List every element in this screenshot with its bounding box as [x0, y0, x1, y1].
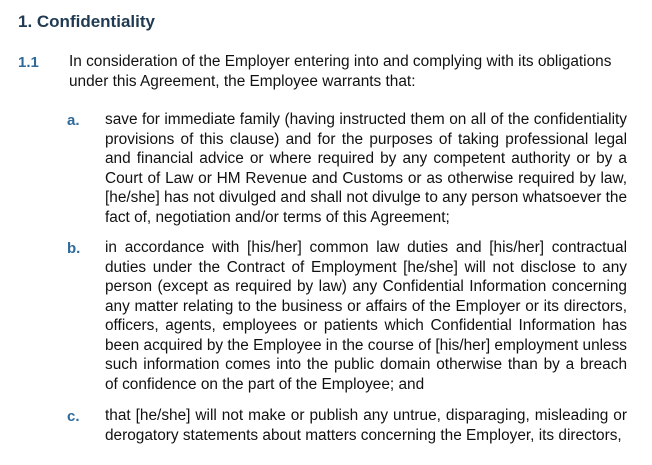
- clause-intro-text: In consideration of the Employer entering into and complying with its obligations under this Agreement, the Employee warrants that:: [69, 53, 612, 90]
- item-text-b: in accordance with [his/her] common law duties and [his/her] contractual duties under the Contract of Employment [he/she] will not disclose to any person (except as required by law) any Confidential Information concerning any matter relating to the business or affairs of the Employer or its directors, officers, agents, employees or patients which Confidential Information has been acquired by the Employee in the course of [his/her] employment unless such information comes into the public domain otherwise than by a breach of confidence on the part of the Employee; and: [105, 239, 627, 393]
- item-letter-a: a.: [67, 112, 80, 129]
- item-letter-b: b.: [67, 240, 81, 257]
- item-text-a: save for immediate family (having instructed them on all of the confidentiality provisions of this clause) and for the purposes of taking professional legal and financial advice or where required by any competent authority or by a Court of Law or HM Revenue and Customs or as otherwise required by law, [he/she] has not divulged and shall not divulge to any person whatsoever the fact of, negotiation and/or terms of this Agreement;: [105, 111, 627, 226]
- item-text-c: that [he/she] will not make or publish any untrue, disparaging, misleading or derogatory statements about matters concerning the Employer, its directors,: [105, 407, 627, 444]
- clause-number: 1.1: [18, 54, 39, 71]
- item-letter-c: c.: [67, 408, 80, 425]
- section-heading: 1. Confidentiality: [18, 12, 155, 31]
